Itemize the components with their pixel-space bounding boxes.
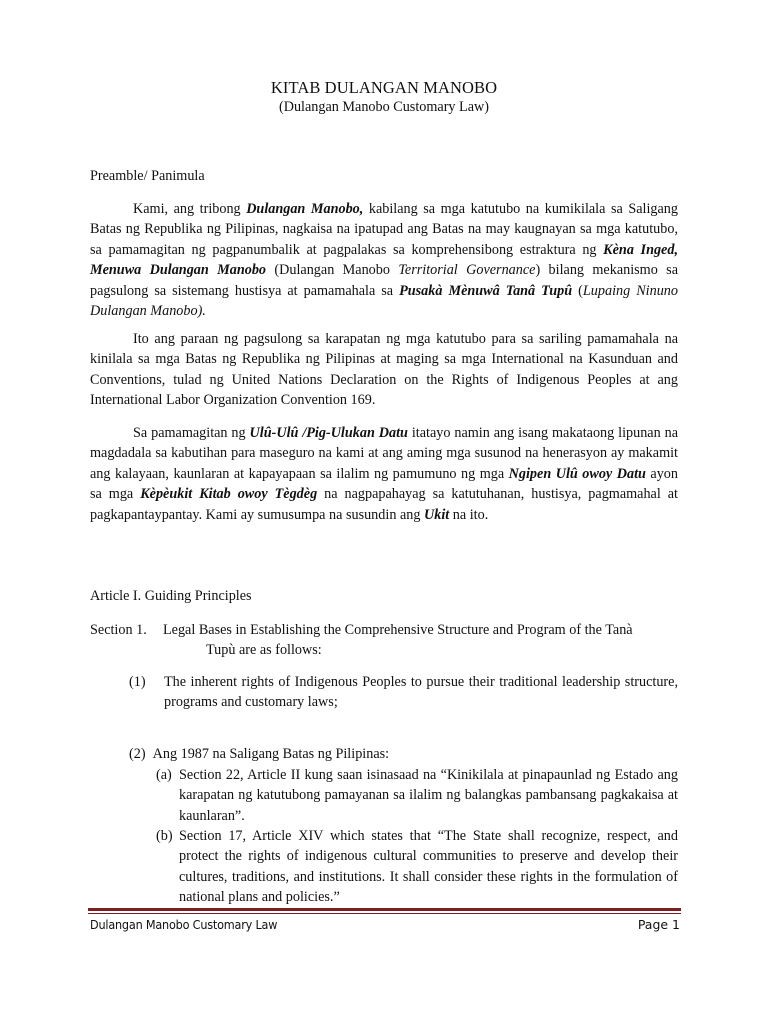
- section-title-line-1: Legal Bases in Establishing the Comprehensive Structure and Program of the Tanà: [163, 622, 633, 638]
- sub-item-text: Section 17, Article XIV which states that “The State shall recognize, respect, and protect the rights of indigenous cultural communities to preserve and develop their cultures, traditions, and institutions. It shall consider these rights in the formulation of national plans and policies.”: [179, 828, 678, 906]
- emphasis-territorial: Territorial Governance: [398, 262, 536, 279]
- text-run: (Dulangan Manobo: [266, 262, 399, 279]
- text-run: (: [572, 282, 583, 299]
- sub-item-label: (a): [156, 767, 172, 783]
- text-run: Kami, ang tribong: [133, 201, 247, 217]
- list-item-2: [129, 744, 678, 764]
- section-title-line-2: Tupù are as follows:: [206, 642, 322, 658]
- sub-item-label: (b): [156, 828, 173, 844]
- list-item-text: The inherent rights of Indigenous Peoples to pursue their traditional leadership structure, programs and customary laws;: [164, 674, 678, 711]
- document-title: KITAB DULANGAN MANOBO: [270, 78, 498, 97]
- footer-page-number: Page 1: [637, 917, 680, 932]
- text-run: ) bilang mekanismo sa pagsulong sa sistemang hustisya at pamamahala sa: [90, 262, 678, 299]
- preamble-heading: Preamble/ Panimula: [90, 168, 205, 184]
- article-heading: Article I. Guiding Principles: [90, 588, 252, 604]
- list-item-number: (1): [129, 674, 146, 690]
- preamble-paragraph-2: Ito ang paraan ng pagsulong sa karapatan ng mga katutubo para sa sariling pamamahala na kinilala sa mga Batas ng Republika ng Pilipinas at maging sa mga International na Kasunduan and Conventions, tulad ng United Nations Declaration on the Rights of Indigenous Peoples at ang International Labor Organization Convention 169.: [90, 331, 678, 409]
- text-run: Sa pamamagitan ng: [133, 425, 250, 441]
- section-label: Section 1.: [90, 622, 147, 638]
- footer-rule-thin: [88, 913, 681, 914]
- sub-item-text: Section 22, Article II kung saan isinasaad na “Kinikilala at pinapaunlad ng Estado ang karapatan ng katutubong pamayanan sa ilalim ng balangkas pambansang pagkakaisa at kaunlaran”.: [179, 767, 678, 824]
- document-subtitle: (Dulangan Manobo Customary Law): [278, 99, 489, 115]
- text-run: kabilang sa mga katutubo na kumikilala sa Saligang Batas ng Republika ng Pilipinas, nagkaisa na ipatupad ang Batas na may kaugnayan sa mga katutubo, sa pamamagitan ng pagpanumbalik at pagpalakas sa komprehensibong estraktura ng: [90, 201, 678, 258]
- preamble-paragraph-3: [90, 423, 678, 525]
- emphasis-tribe: Dulangan Manobo,: [246, 201, 364, 217]
- emphasis-ulu: Ulû-Ulû /Pig-Ulukan Datu: [249, 425, 408, 441]
- emphasis-governance: Kèna Inged, Menuwa Dulangan Manobo: [90, 241, 678, 279]
- text-run: itatayo namin ang isang makataong lipunan na magdadala sa kabutihan para maseguro na kami at ang aming mga susunod na henerasyon ay makamit ang kalayaan, kaunlaran at kapayapaan sa ilalim ng pamumuno ng mga: [90, 425, 678, 482]
- list-item-number: (2): [129, 746, 146, 762]
- text-run: na ito.: [449, 506, 489, 523]
- list-item-text: Ang 1987 na Saligang Batas ng Pilipinas:: [152, 746, 390, 762]
- emphasis-kitab: Kèpèukit Kitab owoy Tègdèg: [140, 486, 318, 503]
- preamble-paragraph-1: [90, 199, 678, 321]
- footer-document-name: Dulangan Manobo Customary Law: [90, 917, 278, 932]
- emphasis-ngipen: Ngipen Ulû owoy Datu: [508, 465, 646, 482]
- text-run: ayon sa mga: [90, 465, 678, 503]
- emphasis-lupaing: Lupaing Ninuno Dulangan Manobo).: [90, 282, 678, 320]
- text-run: na nagpapahayag sa katutuhanan, hustisya, pagmamahal at pagkapantaypantay. Kami ay sumusumpa na susundin ang: [90, 486, 678, 523]
- footer-rule-thick: [88, 908, 681, 911]
- emphasis-pusaka: Pusakà Mènuwâ Tanâ Tupû: [399, 282, 573, 299]
- emphasis-ukit: Ukit: [424, 506, 450, 523]
